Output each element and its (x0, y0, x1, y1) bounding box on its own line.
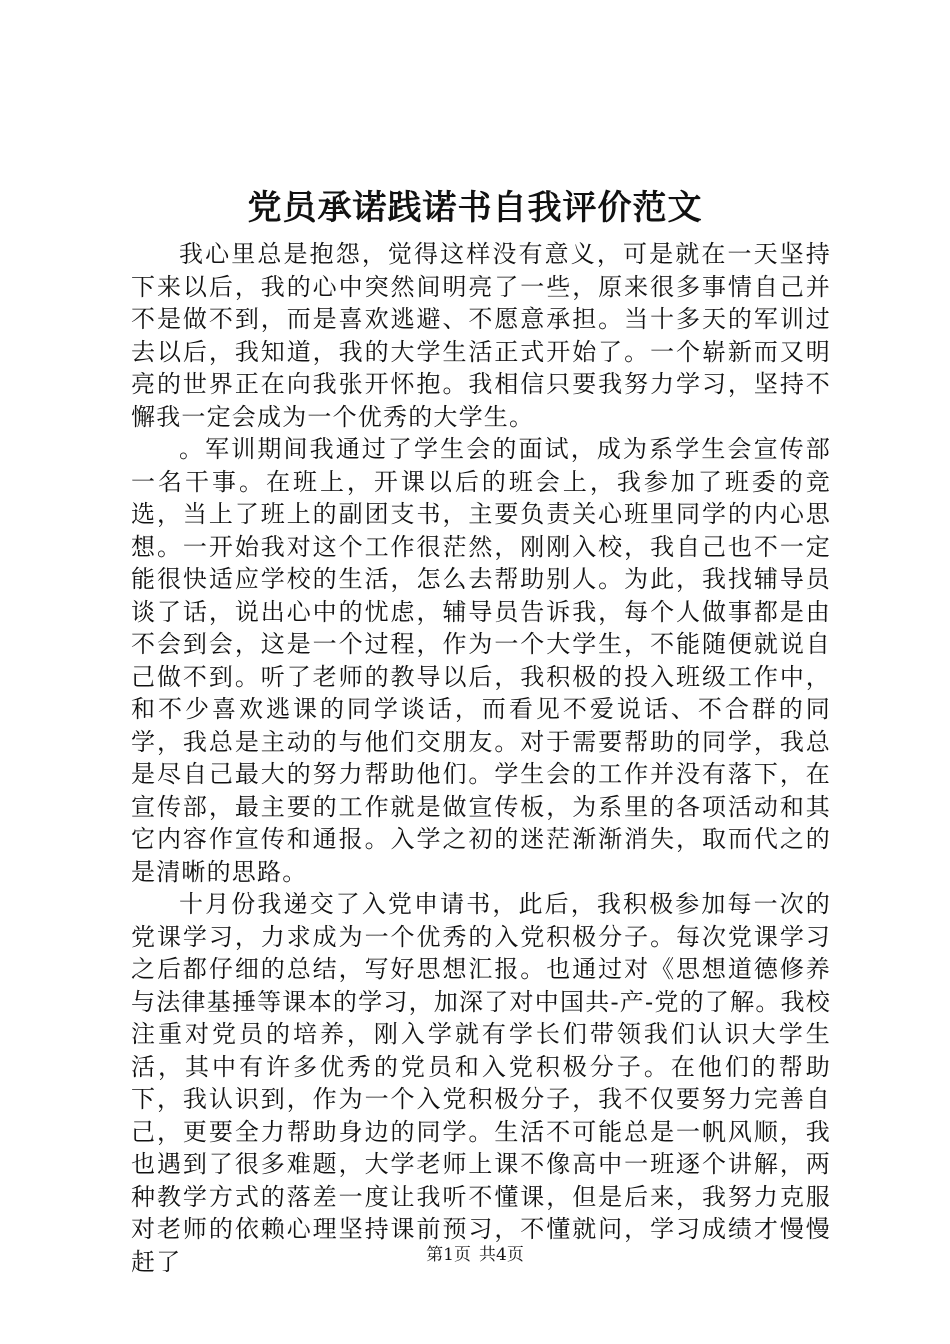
document-title: 党员承诺践诺书自我评价范文 (247, 188, 703, 228)
paragraph-2: 。军训期间我通过了学生会的面试，成为系学生会宣传部一名干事。在班上，开课以后的班会上，我参加了班委的竞选，当上了班上的副团支书，主要负责关心班里同学的内心思想。一开始我对这个工作很茫然，刚刚入校，我自己也不一定能很快适应学校的生活，怎么去帮助别人。为此，我找辅导员谈了话，说出心中的忧虑，辅导员告诉我，每个人做事都是由不会到会，这是一个过程，作为一个大学生，不能随便就说自己做不到。听了老师的教导以后，我积极的投入班级工作中，和不少喜欢逃课的同学谈话，而看见不爱说话、不合群的同学，我总是主动的与他们交朋友。对于需要帮助的同学，我总是尽自己最大的努力帮助他们。学生会的工作并没有落下，在宣传部，最主要的工作就是做宣传板，为系里的各项活动和其它内容作宣传和通报。入学之初的迷茫渐渐消失，取而代之的是清晰的思路。 (131, 435, 831, 886)
paragraph-3: 十月份我递交了入党申请书，此后，我积极参加每一次的党课学习，力求成为一个优秀的入党积极分子。每次党课学习之后都仔细的总结，写好思想汇报。也通过对《思想道德修养与法律基捶等课本的学习，加深了对中国共-产-党的了解。我校注重对党员的培养，刚入学就有学长们带领我们认识大学生活，其中有许多优秀的党员和入党积极分子。在他们的帮助下，我认识到，作为一个入党积极分子，我不仅要努力完善自己，更要全力帮助身边的同学。生活不可能总是一帆风顺，我也遇到了很多难题，大学老师上课不像高中一班逐个讲解，两种教学方式的落差一度让我听不懂课，但是后来，我努力克服对老师的依赖心理坚持课前预习，不懂就问，学习成绩才慢慢赶了 (131, 890, 831, 1276)
page-number: 第1页 (426, 1245, 471, 1265)
document-body (131, 238, 831, 1278)
page-footer (0, 1243, 950, 1267)
page-total: 共4页 (479, 1245, 524, 1265)
paragraph-1: 我心里总是抱怨，觉得这样没有意义，可是就在一天坚持下来以后，我的心中突然间明亮了一些，原来很多事情自己并不是做不到，而是喜欢逃避、不愿意承担。当十多天的军训过去以后，我知道，我的大学生活正式开始了。一个崭新而又明亮的世界正在向我张开怀抱。我相信只要我努力学习，坚持不懈我一定会成为一个优秀的大学生。 (131, 240, 831, 431)
